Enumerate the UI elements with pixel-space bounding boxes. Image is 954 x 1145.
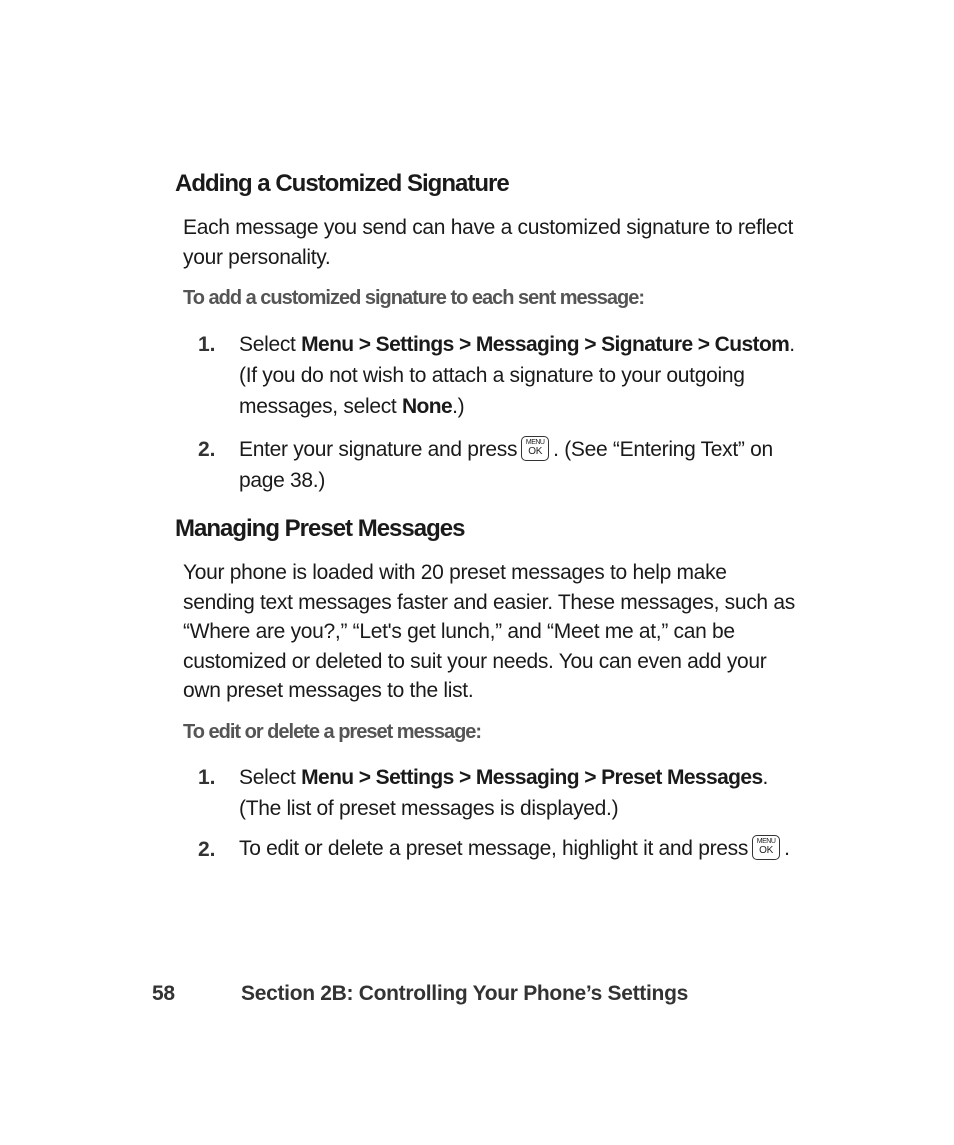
step-text-part: Enter your signature and press [239, 438, 518, 461]
signature-procedure-subheading: To add a customized signature to each sent message: [183, 287, 644, 309]
page-number: 58 [152, 982, 175, 1005]
step-text [239, 834, 799, 863]
step-text [239, 762, 799, 824]
step-text-part: . (If you do not wish to attach a signature to your outgoing messages, select [239, 333, 795, 418]
menu-ok-key-icon [521, 436, 549, 461]
step-text-part: .) [452, 395, 465, 418]
step-text-part: . [784, 837, 790, 860]
step-text [239, 434, 799, 496]
step-text-part: . (The list of preset messages is displayed.) [239, 766, 769, 820]
step-number: 1. [198, 766, 216, 789]
step-text-part: To edit or delete a preset message, highlight it and press [239, 837, 749, 860]
menu-ok-key-icon [752, 835, 780, 860]
step-text-part: . (See “Entering Text” on page 38.) [239, 438, 773, 492]
step-number: 1. [198, 333, 216, 356]
preset-intro-paragraph: Your phone is loaded with 20 preset messages to help make sending text messages faster and easier. These messages, such as “Where are you?,” “Let's get lunch,” and “Meet me at,” can be customized or deleted to suit your needs. You can even add your own preset messages to the list. [183, 561, 795, 702]
step-number: 2. [198, 838, 216, 861]
option-none: None [401, 395, 453, 418]
key-label-top: MENU [525, 438, 545, 446]
step-text [239, 329, 799, 422]
preset-procedure-subheading: To edit or delete a preset message: [183, 721, 482, 743]
key-label-top: MENU [756, 837, 776, 845]
step-text-part: Select [239, 766, 302, 789]
section-heading-preset-messages: Managing Preset Messages [175, 515, 465, 542]
footer-section-title: Section 2B: Controlling Your Phone’s Settings [241, 982, 688, 1005]
menu-path: Menu > Settings > Messaging > Signature > Custom [301, 333, 790, 356]
step-text-part: Select [239, 333, 302, 356]
signature-intro-paragraph: Each message you send can have a customized signature to reflect your personality. [183, 216, 793, 269]
key-label-bottom: OK [528, 445, 543, 457]
key-label-bottom: OK [759, 844, 773, 856]
step-number: 2. [198, 438, 216, 461]
section-heading-signature: Adding a Customized Signature [175, 170, 509, 197]
menu-path: Menu > Settings > Messaging > Preset Messages [301, 766, 763, 789]
